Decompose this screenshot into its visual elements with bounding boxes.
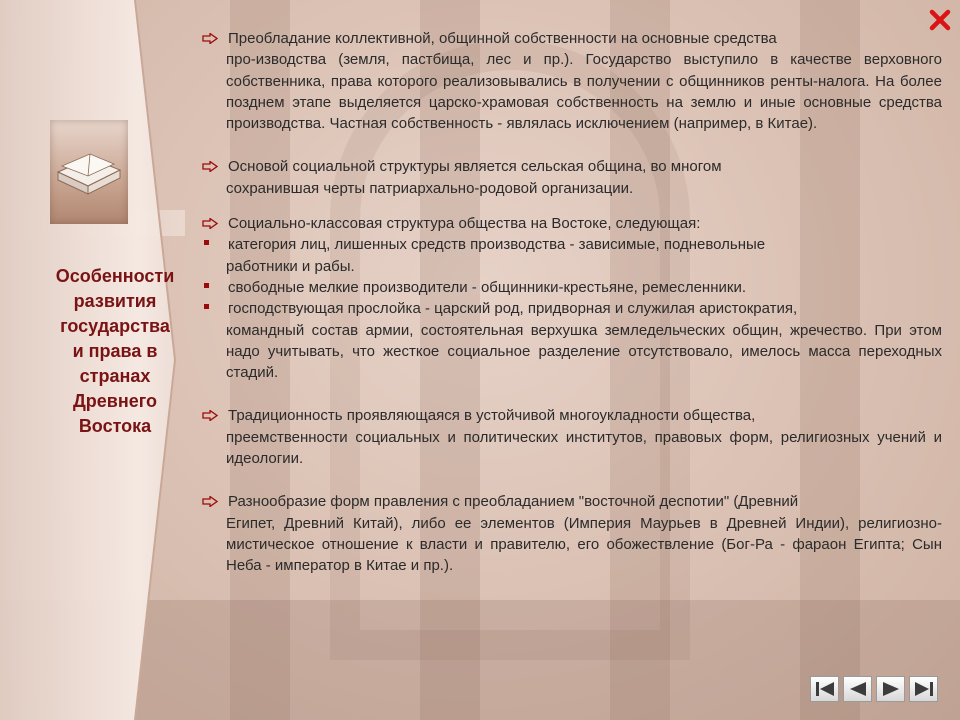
slide-content [200, 28, 942, 577]
section-title-line: развития [73, 291, 157, 311]
paragraph-ownership [200, 28, 942, 134]
paragraph-government-forms [200, 491, 942, 576]
hollow-arrow-icon [200, 405, 228, 426]
square-bullet-icon [200, 277, 228, 298]
next-slide-button[interactable] [876, 676, 905, 702]
previous-slide-icon [847, 680, 869, 698]
first-slide-button[interactable] [810, 676, 839, 702]
list-item [200, 298, 942, 319]
hollow-arrow-icon [200, 213, 228, 234]
next-slide-icon [880, 680, 902, 698]
hollow-arrow-icon [200, 491, 228, 512]
section-title-line: Древнего [72, 391, 158, 411]
slide-navigation [810, 676, 940, 704]
list-item-text: свободные мелкие производители - общинники-крестьяне, ремесленники. [228, 278, 746, 296]
list-item [200, 277, 942, 298]
paragraph-social-structure [200, 213, 942, 383]
last-slide-button[interactable] [909, 676, 938, 702]
paragraph-text: Основой социальной структуры является сельская община, во многом [228, 158, 722, 176]
hollow-arrow-icon [200, 28, 228, 49]
first-slide-icon [814, 680, 836, 698]
paragraph-text: сохранившая черты патриархально-родовой организации. [226, 179, 634, 197]
list-item-text: работники и рабы. [226, 257, 355, 275]
paragraph-community [200, 156, 942, 199]
section-title-line: странах [79, 366, 151, 386]
close-icon [929, 9, 951, 31]
book-icon [50, 120, 128, 224]
square-bullet-icon [200, 234, 228, 255]
list-item-text: командный состав армии, состоятельная верхушка земледельческих общин, жречество. При этом надо учитывать, что жесткое социальное разделение отсутствовало, имелось масса переходных стадий. [226, 321, 942, 382]
section-title-line: государства [60, 316, 170, 336]
paragraph-text: Социально-классовая структура общества на Востоке, следующая: [228, 215, 701, 233]
section-title [40, 264, 190, 439]
last-slide-icon [913, 680, 935, 698]
close-button[interactable] [926, 6, 954, 34]
section-title-line: Особенности [55, 266, 175, 286]
previous-slide-button[interactable] [843, 676, 872, 702]
square-bullet-icon [200, 298, 228, 319]
paragraph-text: Египет, Древний Китай), либо ее элементов (Империя Маурьев в Древней Индии), религиозно-мистическое отношение к власти и правителю, его обожествление (Бог-Ра - фараон Египта; Сын Неба - император в Китае и пр.). [226, 514, 942, 575]
section-title-line: и права в [72, 341, 158, 361]
hollow-arrow-icon [200, 156, 228, 177]
list-item-text: господствующая прослойка - царский род, придворная и служилая аристократия, [228, 300, 798, 318]
section-title-line: Востока [78, 416, 152, 436]
list-item-text: категория лиц, лишенных средств производства - зависимые, подневольные [228, 236, 766, 254]
paragraph-text: про-изводства (земля, пастбища, лес и пр.). Государство выступило в качестве верховного собственника, права которого реализовывались в получении с общинников ренты-налога. На более позднем этапе выделяется царско-храмовая собственность на землю и иные основные средства производства. Частная собственность - являлась исключением (например, в Китае). [226, 51, 942, 133]
paragraph-text: Преобладание коллективной, общинной собственности на основные средства [228, 30, 777, 47]
list-item [200, 234, 942, 255]
paragraph-tradition [200, 405, 942, 469]
paragraph-text: Традиционность проявляющаяся в устойчивой многоукладности общества, [228, 407, 756, 425]
paragraph-text: Разнообразие форм правления с преобладанием "восточной деспотии" (Древний [228, 493, 799, 511]
paragraph-text: преемственности социальных и политических институтов, правовых форм, религиозных учений и идеологии. [226, 428, 942, 468]
